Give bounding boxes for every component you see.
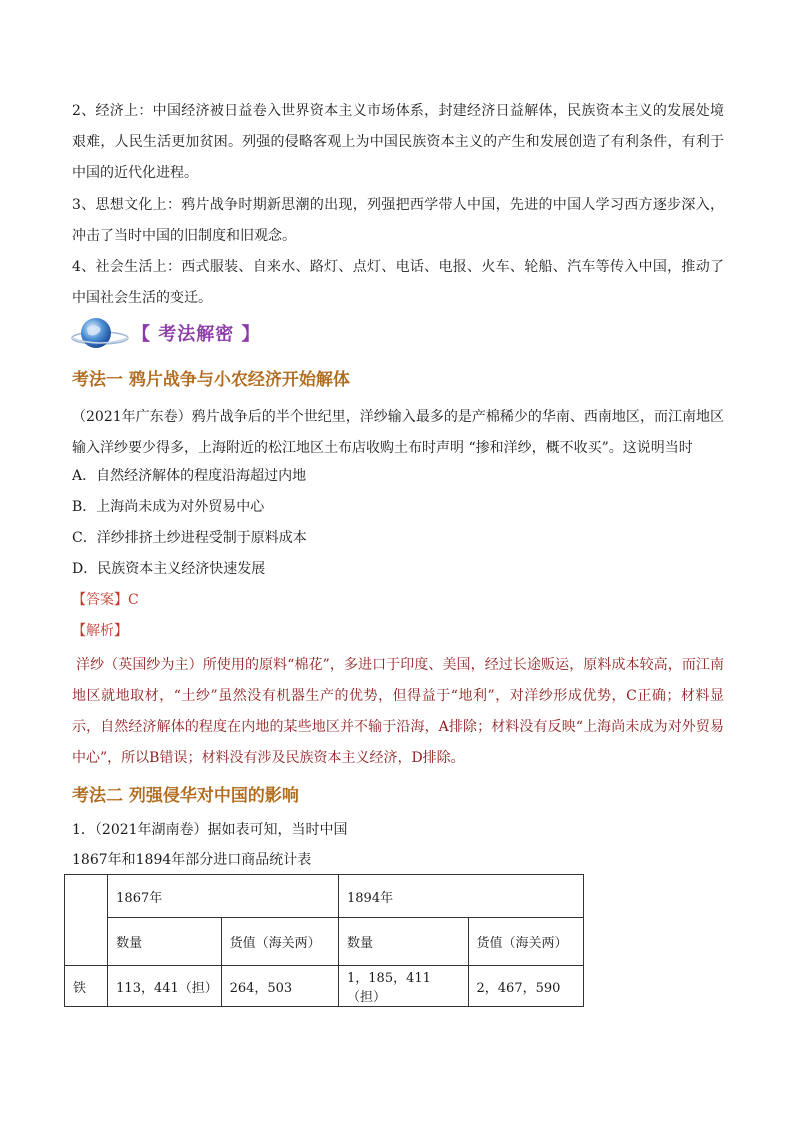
table-corner-cell	[65, 875, 108, 966]
answer-value: C	[128, 592, 139, 608]
answer-label: 【答案】	[72, 592, 128, 608]
table-header-row	[65, 875, 584, 918]
analysis-text: 洋纱（英国纱为主）所使用的原料“棉花”，多进口于印度、美国，经过长途贩运，原料成本较高，而江南地区就地取材，“土纱”虽然没有机器生产的优势，但得益于“地利”，对洋纱形成优势，C正确；材料显示，自然经济解体的程度在内地的某些地区并不输于沿海，A排除；材料没有反映“上海尚未成为对外贸易中心”，所以B错误；材料没有涉及民族资本主义经济，D排除。	[72, 657, 724, 766]
table-subheader-row	[65, 918, 584, 966]
row-value-1894: 2，467，590	[468, 966, 584, 1007]
banner-label: 【 考法解密 】	[132, 324, 261, 345]
heading-method-2: 考法二 列强侵华对中国的影响	[72, 786, 299, 806]
import-stats-table	[64, 874, 584, 1007]
option-c: C．洋纱排挤土纱进程受制于原料成本	[72, 530, 307, 546]
row-value-1867: 264，503	[221, 966, 338, 1007]
option-a: A．自然经济解体的程度沿海超过内地	[72, 468, 307, 484]
answer-line	[72, 589, 139, 609]
row-qty-1894: 1，185，411（担）	[339, 966, 468, 1007]
year-1867-header: 1867年	[108, 875, 339, 918]
question-2-stem: 1．（2021年湖南卷）据如表可知，当时中国	[72, 822, 348, 838]
paragraph-culture: 3、思想文化上：鸦片战争时期新思潮的出现，列强把西学带人中国，先进的中国人学习西方逐步深入，冲击了当时中国的旧制度和旧观念。	[72, 197, 724, 244]
col-qty-1867: 数量	[108, 918, 221, 966]
analysis-label: 【解析】	[72, 623, 128, 639]
table-title: 1867年和1894年部分进口商品统计表	[72, 852, 312, 868]
option-b: B．上海尚未成为对外贸易中心	[72, 499, 265, 515]
col-qty-1894: 数量	[339, 918, 468, 966]
table-row	[65, 966, 584, 1007]
section-banner	[70, 314, 370, 354]
col-value-1867: 货值（海关两）	[221, 918, 338, 966]
option-d: D．民族资本主义经济快速发展	[72, 561, 266, 577]
question-1-stem: （2021年广东卷）鸦片战争后的半个世纪里，洋纱输入最多的是产棉稀少的华南、西南地区，而江南地区输入洋纱要少得多，上海附近的松江地区土布店收购土布时声明 “掺和洋纱，概不收买”。这说明当时	[72, 409, 724, 456]
paragraph-economy: 2、经济上：中国经济被日益卷入世界资本主义市场体系，封建经济日益解体，民族资本主义的发展处境艰难，人民生活更加贫困。列强的侵略客观上为中国民族资本主义的产生和发展创造了有利条件，有利于中国的近代化进程。	[72, 103, 724, 181]
paragraph-society: 4、社会生活上：西式服装、自来水、路灯、点灯、电话、电报、火车、轮船、汽车等传入中国，推动了中国社会生活的变迁。	[72, 259, 724, 306]
year-1894-header: 1894年	[339, 875, 584, 918]
row-item: 铁	[65, 966, 108, 1007]
globe-icon	[70, 314, 130, 354]
row-qty-1867: 113，441（担）	[108, 966, 221, 1007]
heading-method-1: 考法一 鸦片战争与小农经济开始解体	[72, 370, 350, 390]
col-value-1894: 货值（海关两）	[468, 918, 584, 966]
